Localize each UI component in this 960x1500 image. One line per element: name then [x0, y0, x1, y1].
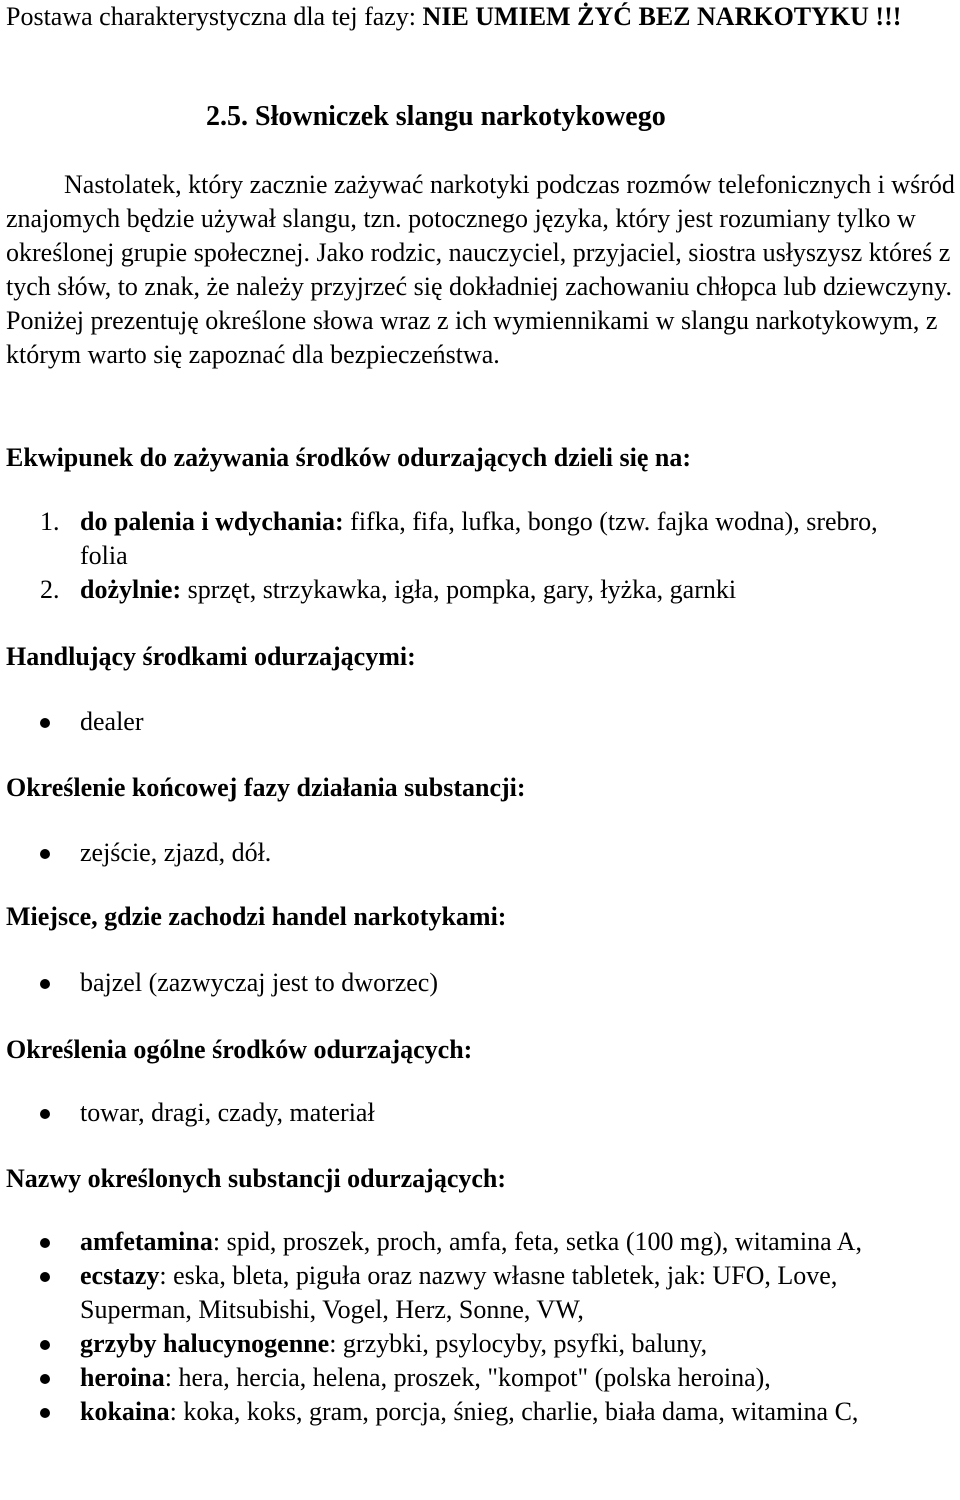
- item-text: towar, dragi, czady, materiał: [80, 1098, 375, 1127]
- intro-prefix: Postawa charakterystyczna dla tej fazy:: [6, 2, 423, 31]
- item-text: : spid, proszek, proch, amfa, feta, setka (100 mg), witamina A,: [212, 1227, 862, 1256]
- substances-heading: Nazwy określonych substancji odurzających:: [6, 1164, 507, 1193]
- equipment-item: [40, 505, 930, 573]
- general-list: [40, 1096, 948, 1130]
- list-item: [40, 1361, 948, 1395]
- equipment-list: [40, 505, 930, 607]
- item-text: fifka, fifa, lufka, bongo (tzw. fajka wodna), srebro, folia: [80, 507, 878, 570]
- intro-line: [6, 0, 960, 34]
- bullet-icon: [40, 979, 50, 989]
- place-list: [40, 966, 948, 1000]
- list-item: [40, 1096, 948, 1130]
- list-item: [40, 1225, 948, 1259]
- intro-paragraph: Nastolatek, który zacznie zażywać narkotyki podczas rozmów telefonicznych i wśród znajomych będzie używał slangu, tzn. potocznego języka, który jest rozumiany tylko w określonej grupie społecznej. Jako rodzic, nauczyciel, przyjaciel, siostra usłyszysz któreś z tych słów, to znak, że należy przyjrzeć się dokładniej zachowaniu chłopca lub dziewczyny. Poniżej prezentuję określone słowa wraz z ich wymiennikami w slangu narkotykowym, z którym warto się zapoznać dla bezpieczeństwa.: [6, 170, 955, 369]
- item-number: 1.: [40, 507, 60, 536]
- final-phase-heading: Określenie końcowej fazy działania substancji:: [6, 773, 526, 802]
- dealer-list: [40, 705, 948, 739]
- section-title: 2.5. Słowniczek slangu narkotykowego: [206, 101, 666, 132]
- item-term: heroina: [80, 1363, 165, 1392]
- bullet-icon: [40, 1374, 50, 1384]
- item-text: dealer: [80, 707, 144, 736]
- substances-list: [40, 1225, 948, 1429]
- item-text: : eska, bleta, piguła oraz nazwy własne tabletek, jak: UFO, Love, Superman, Mitsubishi, Vogel, Herz, Sonne, VW,: [80, 1261, 838, 1324]
- item-text: : hera, hercia, helena, proszek, "kompot" (polska heroina),: [164, 1363, 771, 1392]
- bullet-icon: [40, 1272, 50, 1282]
- final-phase-list: [40, 836, 948, 870]
- item-term: ecstazy: [80, 1261, 160, 1290]
- bullet-icon: [40, 849, 50, 859]
- item-term: dożylnie:: [80, 575, 182, 604]
- list-item: [40, 1327, 948, 1361]
- list-item: [40, 1395, 948, 1429]
- bullet-icon: [40, 1238, 50, 1248]
- bullet-icon: [40, 1408, 50, 1418]
- list-item: [40, 705, 948, 739]
- item-term: grzyby halucynogenne: [80, 1329, 330, 1358]
- item-number: 2.: [40, 575, 60, 604]
- intro-bold: NIE UMIEM ŻYĆ BEZ NARKOTYKU !!!: [422, 2, 902, 31]
- general-heading: Określenia ogólne środków odurzających:: [6, 1035, 473, 1064]
- place-heading: Miejsce, gdzie zachodzi handel narkotykami:: [6, 902, 507, 931]
- bullet-icon: [40, 718, 50, 728]
- item-text: : grzybki, psylocyby, psyfki, baluny,: [329, 1329, 708, 1358]
- item-text: : koka, koks, gram, porcja, śnieg, charlie, biała dama, witamina C,: [169, 1397, 859, 1426]
- bullet-icon: [40, 1340, 50, 1350]
- equipment-heading: Ekwipunek do zażywania środków odurzających dzieli się na:: [6, 443, 691, 472]
- item-text: sprzęt, strzykawka, igła, pompka, gary, łyżka, garnki: [181, 575, 737, 604]
- item-term: do palenia i wdychania:: [80, 507, 344, 536]
- item-text: bajzel (zazwyczaj jest to dworzec): [80, 968, 439, 997]
- dealer-heading: Handlujący środkami odurzającymi:: [6, 642, 416, 671]
- item-text: zejście, zjazd, dół.: [80, 838, 272, 867]
- list-item: [40, 1259, 948, 1327]
- item-term: amfetamina: [80, 1227, 213, 1256]
- list-item: [40, 836, 948, 870]
- item-term: kokaina: [80, 1397, 170, 1426]
- equipment-item: [40, 573, 930, 607]
- list-item: [40, 966, 948, 1000]
- bullet-icon: [40, 1109, 50, 1119]
